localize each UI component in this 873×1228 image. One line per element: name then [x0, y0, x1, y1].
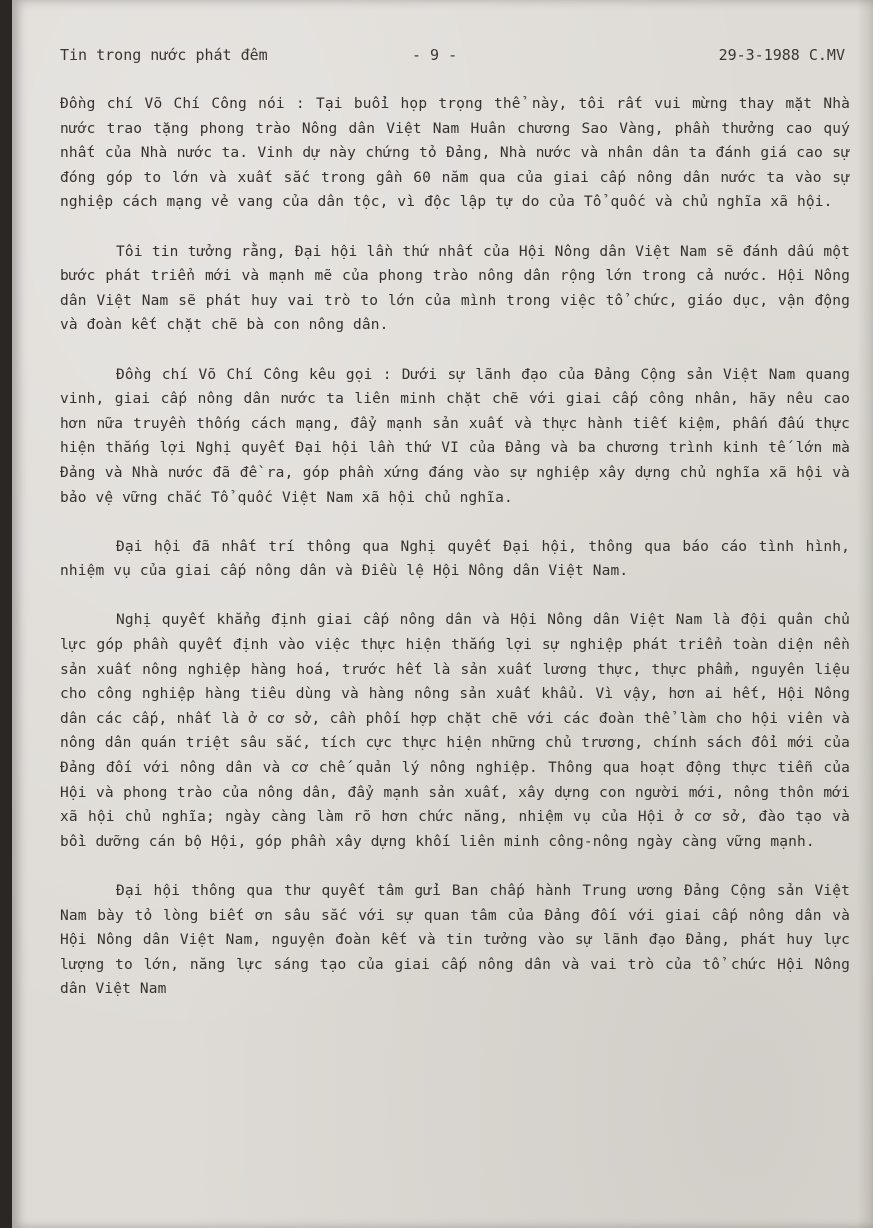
document-page — [12, 0, 873, 1228]
page-number: - 9 - — [412, 46, 458, 64]
paragraph: Nghị quyết khẳng định giai cấp nông dân và Hội Nông dân Việt Nam là đội quân chủ lực góp phần quyết định vào việc thực hiện thắng lợi sự nghiệp phát triển toàn diện nền sản xuất nông nghiệp hàng hoá, trước hết là sản xuất lương thực, thực phẩm, nguyên liệu cho công nghiệp hàng tiêu dùng và hàng nông sản xuất khẩu. Vì vậy, hơn ai hết, Hội Nông dân các cấp, nhất là ở cơ sở, cần phối hợp chặt chẽ với các đoàn thể làm cho hội viên và nông dân quán triệt sâu sắc, tích cực thực hiện những chủ trương, chính sách đổi mới của Đảng đối với nông dân và cơ chế quản lý nông nghiệp. Thông qua hoạt động thực tiễn của Hội và phong trào của nông dân, đẩy mạnh sản xuất, xây dựng con người mới, nông thôn mới xã hội chủ nghĩa; ngày càng làm rõ hơn chức năng, nhiệm vụ của Hội ở cơ sở, đào tạo và bồi dưỡng cán bộ Hội, góp phần xây dựng khối liên minh công-nông ngày càng vững mạnh. — [60, 612, 850, 850]
document-body — [60, 92, 850, 1027]
paragraph: Đồng chí Võ Chí Công kêu gọi : Dưới sự lãnh đạo của Đảng Cộng sản Việt Nam quang vinh, giai cấp nông dân nước ta liên minh chặt chẽ với giai cấp công nhân, hãy nêu cao hơn nữa truyền thống cách mạng, đẩy mạnh sản xuất và thực hành tiết kiệm, phấn đấu thực hiện thắng lợi Nghị quyết Đại hội lần thứ VI của Đảng và ba chương trình kinh tế lớn mà Đảng và Nhà nước đã đề ra, góp phần xứng đáng vào sự nghiệp xây dựng chủ nghĩa xã hội và bảo vệ vững chắc Tổ quốc Việt Nam xã hội chủ nghĩa. — [60, 366, 850, 506]
page-edge-shadow — [857, 0, 873, 1228]
header-source: Tin trong nước phát đêm — [60, 46, 268, 64]
paragraph: Tôi tin tưởng rằng, Đại hội lần thứ nhất của Hội Nông dân Việt Nam sẽ đánh dấu một bước phát triển mới và mạnh mẽ của phong trào nông dân rộng lớn trong cả nước. Hội Nông dân Việt Nam sẽ phát huy vai trò to lớn của mình trong việc tổ chức, giáo dục, vận động và đoàn kết chặt chẽ bà con nông dân. — [60, 243, 850, 334]
paragraph: Đại hội thông qua thư quyết tâm gửi Ban chấp hành Trung ương Đảng Cộng sản Việt Nam bày tỏ lòng biết ơn sâu sắc với sự quan tâm của Đảng đối với giai cấp nông dân và Hội Nông dân Việt Nam, nguyện đoàn kết và tin tưởng vào sự lãnh đạo Đảng, phát huy lực lượng to lớn, năng lực sáng tạo của giai cấp nông dân và vai trò của tổ chức Hội Nông dân Việt Nam — [60, 883, 850, 998]
paragraph: Đại hội đã nhất trí thông qua Nghị quyết Đại hội, thông qua báo cáo tình hình, nhiệm vụ của giai cấp nông dân và Điều lệ Hội Nông dân Việt Nam. — [60, 538, 850, 580]
header-date-code: 29-3-1988 C.MV — [718, 46, 845, 64]
paragraph: Đồng chí Võ Chí Công nói : Tại buổi họp trọng thể này, tôi rất vui mừng thay mặt Nhà nước trao tặng phong trào Nông dân Việt Nam Huân chương Sao Vàng, phần thưởng cao quý nhất của Nhà nước ta. Vinh dự này chứng tỏ Đảng, Nhà nước và nhân dân ta đánh giá cao sự đóng góp to lớn và xuất sắc trong gần 60 năm qua của giai cấp nông dân nước ta vào sự nghiệp cách mạng vẻ vang của dân tộc, vì độc lập tự do của Tổ quốc và chủ nghĩa xã hội. — [60, 96, 850, 211]
page-header — [60, 46, 845, 72]
